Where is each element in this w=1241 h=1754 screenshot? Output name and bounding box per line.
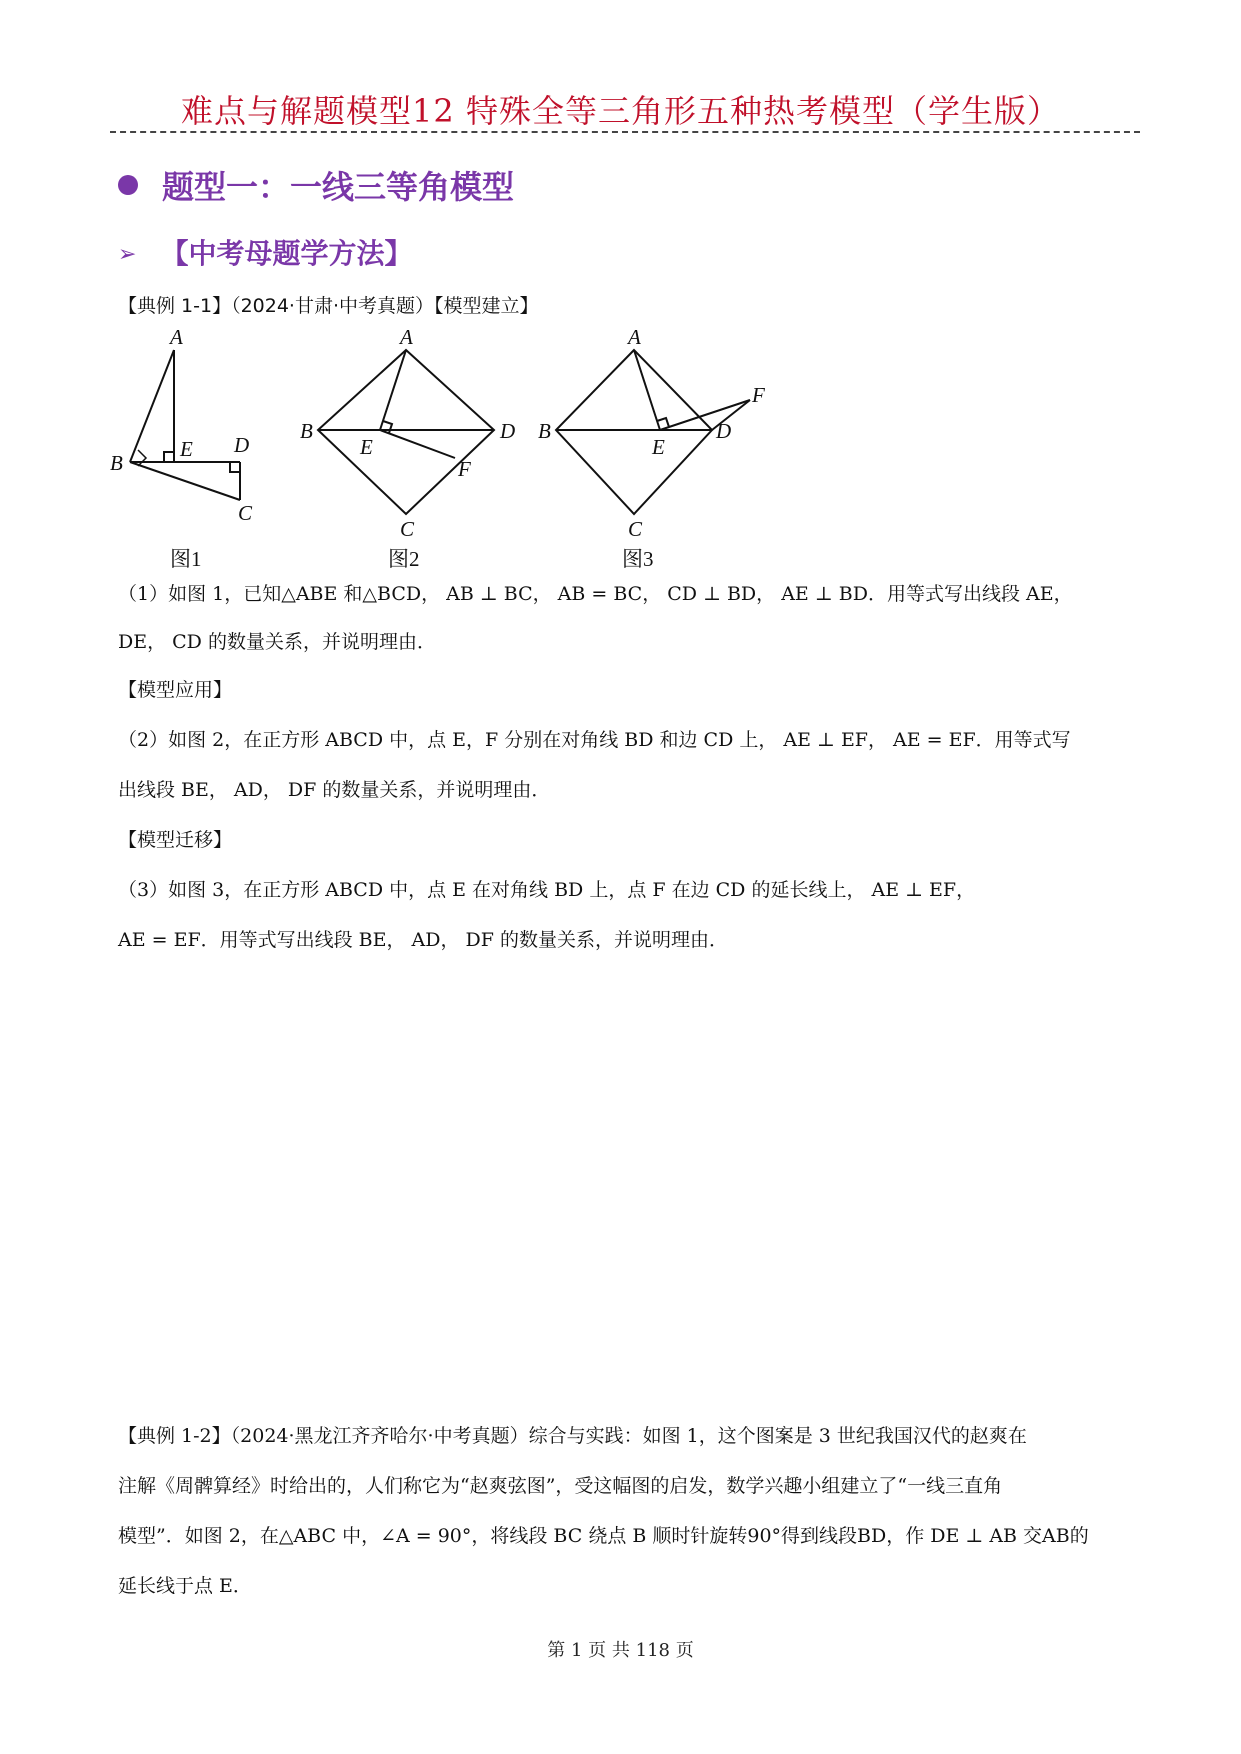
- subsection-heading: [118, 232, 412, 272]
- fig1-label-c: C: [238, 501, 253, 525]
- fig1-label-e: E: [180, 437, 193, 461]
- example-1-header: 【典例 1-1】（2024·甘肃·中考真题）【模型建立】: [118, 295, 539, 317]
- page-footer: 第 1 页 共 118 页: [547, 1640, 694, 1661]
- fig1-caption: 图1: [170, 547, 202, 571]
- model-transfer-heading: 【模型迁移】: [118, 829, 233, 851]
- question-2-line-1: （2）如图 2，在正方形 ABCD 中，点 E，F 分别在对角线 BD 和边 CD 上， AE ⊥ EF， AE = EF．用等式写: [118, 729, 1071, 751]
- page-title: 难点与解题模型12 特殊全等三角形五种热考模型（学生版）: [181, 92, 1060, 130]
- example-2-line-2: 注解《周髀算经》时给出的，人们称它为“赵爽弦图”，受这幅图的启发，数学兴趣小组建立了“一线三直角: [118, 1475, 1003, 1497]
- section-heading: [118, 162, 514, 208]
- bullet-icon: [118, 175, 138, 195]
- model-apply-heading: 【模型应用】: [118, 679, 233, 701]
- example-1-figures: [110, 322, 810, 572]
- question-3-line-2: AE = EF．用等式写出线段 BE， AD， DF 的数量关系，并说明理由．: [118, 929, 729, 951]
- fig3-label-d: D: [716, 419, 732, 443]
- figure-2-diagram: [318, 350, 494, 514]
- fig3-label-b: B: [538, 419, 551, 443]
- fig1-label-a: A: [170, 325, 183, 349]
- subsection-title: 【中考母题学方法】: [160, 237, 413, 270]
- section-title: 题型一：一线三等角模型: [162, 168, 515, 206]
- fig2-caption: 图2: [388, 547, 420, 571]
- fig2-label-c: C: [400, 517, 415, 541]
- fig2-label-f: F: [458, 457, 471, 481]
- fig2-label-d: D: [500, 419, 516, 443]
- fig2-label-a: A: [400, 325, 413, 349]
- fig2-label-b: B: [300, 419, 313, 443]
- arrow-bullet-icon: ➢: [118, 242, 137, 267]
- example-2-line-3: 模型”．如图 2，在△ABC 中，∠A = 90°，将线段 BC 绕点 B 顺时针旋转90°得到线段BD，作 DE ⊥ AB 交AB的: [118, 1525, 1089, 1547]
- title-divider: [110, 131, 1140, 133]
- figure-1-diagram: [130, 350, 240, 500]
- fig1-label-d: D: [234, 433, 250, 457]
- example-2-line-4: 延长线于点 E．: [118, 1575, 252, 1597]
- geometry-figures-svg: [110, 322, 810, 572]
- fig3-label-e: E: [652, 435, 665, 459]
- fig3-label-f: F: [752, 383, 765, 407]
- fig1-label-b: B: [110, 451, 123, 475]
- fig2-label-e: E: [360, 435, 373, 459]
- question-1-line-2: DE， CD 的数量关系，并说明理由．: [118, 631, 436, 653]
- question-3-line-1: （3）如图 3，在正方形 ABCD 中，点 E 在对角线 BD 上，点 F 在边 CD 的延长线上， AE ⊥ EF，: [118, 879, 976, 901]
- fig3-caption: 图3: [622, 547, 654, 571]
- fig3-label-c: C: [628, 517, 643, 541]
- question-2-line-2: 出线段 BE， AD， DF 的数量关系，并说明理由．: [118, 779, 551, 801]
- fig3-label-a: A: [628, 325, 641, 349]
- example-2-line-1: 【典例 1-2】（2024·黑龙江齐齐哈尔·中考真题）综合与实践：如图 1，这个图案是 3 世纪我国汉代的赵爽在: [118, 1425, 1027, 1447]
- question-1-line-1: （1）如图 1，已知△ABE 和△BCD， AB ⊥ BC， AB = BC， CD ⊥ BD， AE ⊥ BD．用等式写出线段 AE，: [118, 583, 1073, 605]
